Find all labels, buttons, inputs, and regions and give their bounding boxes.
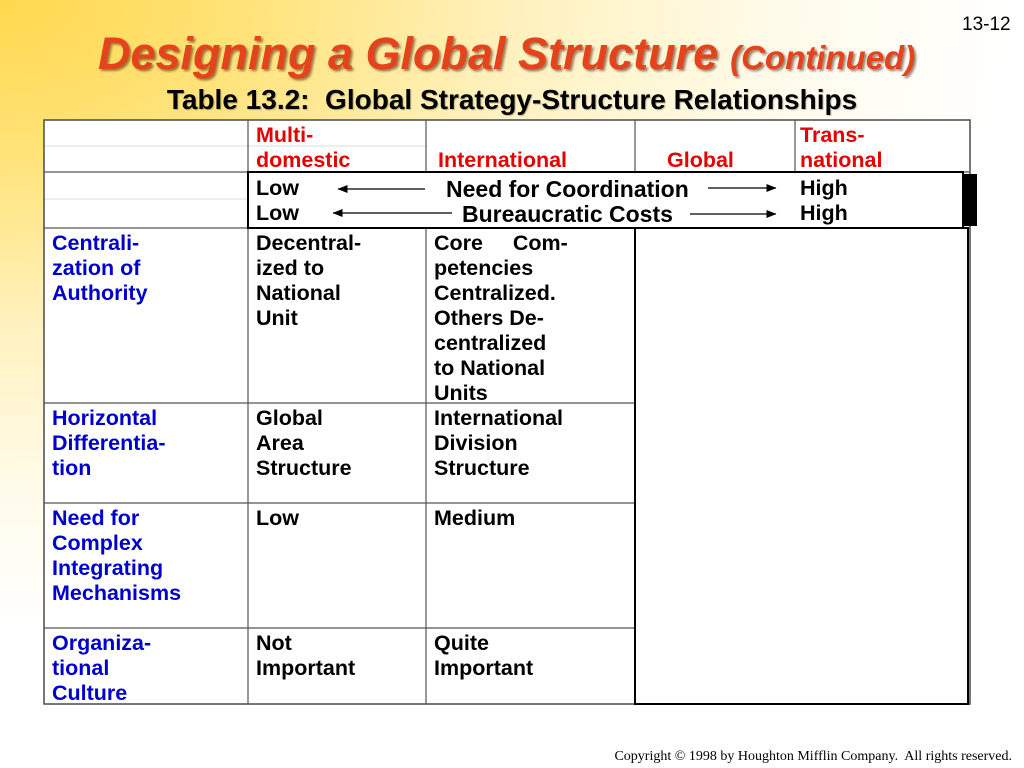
column-header-transnational: Trans- national [800, 123, 883, 172]
slide-number: 13-12 [962, 14, 1011, 35]
cell-centralization-international: Core Com- petencies Centralized. Others De- centralized to National Units [434, 231, 568, 405]
scale-label-costs: Bureaucratic Costs [462, 201, 673, 227]
scale-row-end-bar [962, 174, 977, 226]
table-caption: Table 13.2: Global Strategy-Structure Relationships [166, 84, 858, 115]
scale-low-coordination: Low [256, 176, 299, 200]
scale-low-costs: Low [256, 201, 299, 225]
row-label-centralization: Centrali- zation of Authority [52, 231, 148, 305]
column-header-multidomestic: Multi- domestic [256, 123, 351, 172]
column-header-global: Global [667, 148, 734, 172]
title-main: Designing a Global Structure [98, 28, 719, 79]
column-header-international: International [438, 148, 568, 172]
cell-mechanisms-international: Medium [434, 506, 516, 530]
scale-high-coordination: High [800, 176, 848, 200]
cell-differentiation-multidomestic: Global Area Structure [256, 406, 352, 480]
row-label-integrating-mechanisms: Need for Complex Integrating Mechanisms [52, 506, 182, 605]
cell-culture-multidomestic: Not Important [256, 631, 356, 680]
copyright-notice: Copyright © 1998 by Houghton Mifflin Company. All rights reserved. [614, 749, 1012, 764]
scale-label-coordination: Need for Coordination [446, 176, 689, 202]
row-label-organizational-culture: Organiza- tional Culture [52, 631, 152, 705]
cell-mechanisms-multidomestic: Low [256, 506, 299, 530]
title-suffix: (Continued) [730, 39, 916, 76]
cell-differentiation-international: International Division Structure [434, 406, 564, 480]
row-label-horizontal-differentiation: Horizontal Differentia- tion [52, 406, 166, 480]
scale-high-costs: High [800, 201, 848, 225]
cell-culture-international: Quite Important [434, 631, 534, 680]
cell-centralization-multidomestic: Decentral- ized to National Unit [256, 231, 362, 330]
